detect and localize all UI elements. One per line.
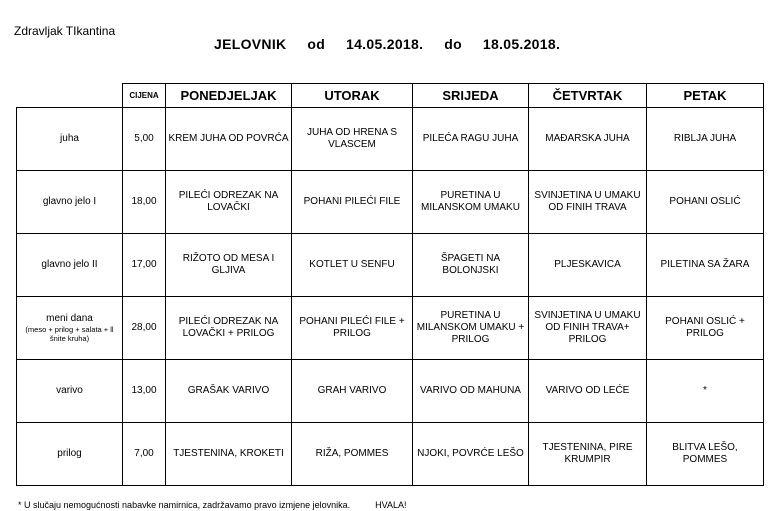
category-label: prilog	[57, 448, 82, 459]
day-header-thursday: ČETVRTAK	[529, 84, 647, 108]
price-cell: 5,00	[123, 108, 166, 171]
menu-item: SVINJETINA U UMAKU OD FINIH TRAVA	[529, 171, 647, 234]
menu-title: JELOVNIK od 14.05.2018. do 18.05.2018.	[214, 36, 561, 52]
header-row	[17, 84, 764, 108]
menu-item: PILEĆI ODREZAK NA LOVAČKI + PRILOG	[166, 297, 292, 360]
price-header: CIJENA	[123, 84, 166, 108]
menu-item: PILETINA SA ŽARA	[647, 234, 764, 297]
menu-item: POHANI PILEĆI FILE + PRILOG	[292, 297, 413, 360]
menu-item: MAĐARSKA JUHA	[529, 108, 647, 171]
table-row	[17, 108, 764, 171]
category-label: glavno jelo II	[41, 259, 98, 270]
table-row	[17, 234, 764, 297]
category-cell	[17, 297, 123, 360]
day-header-monday: PONEDJELJAK	[166, 84, 292, 108]
table-row	[17, 171, 764, 234]
menu-item: GRAH VARIVO	[292, 360, 413, 423]
footnote: * U slučaju nemogućnosti nabavke namirnica, zadržavamo pravo izmjene jelovnika. HVALA!	[18, 500, 407, 510]
category-cell	[17, 108, 123, 171]
price-cell: 17,00	[123, 234, 166, 297]
category-cell	[17, 360, 123, 423]
menu-item: VARIVO OD LEĆE	[529, 360, 647, 423]
category-note: (meso + prilog + salata + ll šnite kruha)	[25, 325, 114, 343]
price-cell: 28,00	[123, 297, 166, 360]
corner-cell	[17, 84, 123, 108]
price-cell: 18,00	[123, 171, 166, 234]
menu-item: KOTLET U SENFU	[292, 234, 413, 297]
table-row	[17, 297, 764, 360]
table-row	[17, 423, 764, 486]
category-label: varivo	[56, 385, 83, 396]
menu-item: JUHA OD HRENA S VLASCEM	[292, 108, 413, 171]
menu-item: GRAŠAK VARIVO	[166, 360, 292, 423]
menu-item: RIBLJA JUHA	[647, 108, 764, 171]
menu-item: SVINJETINA U UMAKU OD FINIH TRAVA+ PRILOG	[529, 297, 647, 360]
menu-item: PURETINA U MILANSKOM UMAKU + PRILOG	[413, 297, 529, 360]
table-row	[17, 360, 764, 423]
menu-item: PLJESKAVICA	[529, 234, 647, 297]
category-label: meni dana	[46, 313, 93, 324]
menu-item: BLITVA LEŠO, POMMES	[647, 423, 764, 486]
day-header-wednesday: SRIJEDA	[413, 84, 529, 108]
day-header-tuesday: UTORAK	[292, 84, 413, 108]
category-label: glavno jelo I	[42, 196, 97, 207]
weekly-menu-table	[16, 83, 764, 486]
menu-item: RIŽOTO OD MESA I GLJIVA	[166, 234, 292, 297]
day-header-friday: PETAK	[647, 84, 764, 108]
menu-item: VARIVO OD MAHUNA	[413, 360, 529, 423]
category-cell	[17, 171, 123, 234]
menu-item: NJOKI, POVRĆE LEŠO	[413, 423, 529, 486]
price-cell: 13,00	[123, 360, 166, 423]
menu-item: KREM JUHA OD POVRĆA	[166, 108, 292, 171]
category-cell	[17, 423, 123, 486]
menu-item: TJESTENINA, KROKETI	[166, 423, 292, 486]
menu-item: PURETINA U MILANSKOM UMAKU	[413, 171, 529, 234]
menu-item: POHANI OSLIĆ + PRILOG	[647, 297, 764, 360]
menu-item: PILEĆA RAGU JUHA	[413, 108, 529, 171]
menu-item: POHANI PILEĆI FILE	[292, 171, 413, 234]
category-cell	[17, 234, 123, 297]
company-name: Zdravljak TIkantina	[14, 24, 116, 38]
price-cell: 7,00	[123, 423, 166, 486]
menu-item: POHANI OSLIĆ	[647, 171, 764, 234]
category-label: juha	[60, 133, 79, 144]
menu-item: TJESTENINA, PIRE KRUMPIR	[529, 423, 647, 486]
menu-item: PILEĆI ODREZAK NA LOVAČKI	[166, 171, 292, 234]
menu-item: ŠPAGETI NA BOLONJSKI	[413, 234, 529, 297]
menu-item: *	[647, 360, 764, 423]
menu-item: RIŽA, POMMES	[292, 423, 413, 486]
